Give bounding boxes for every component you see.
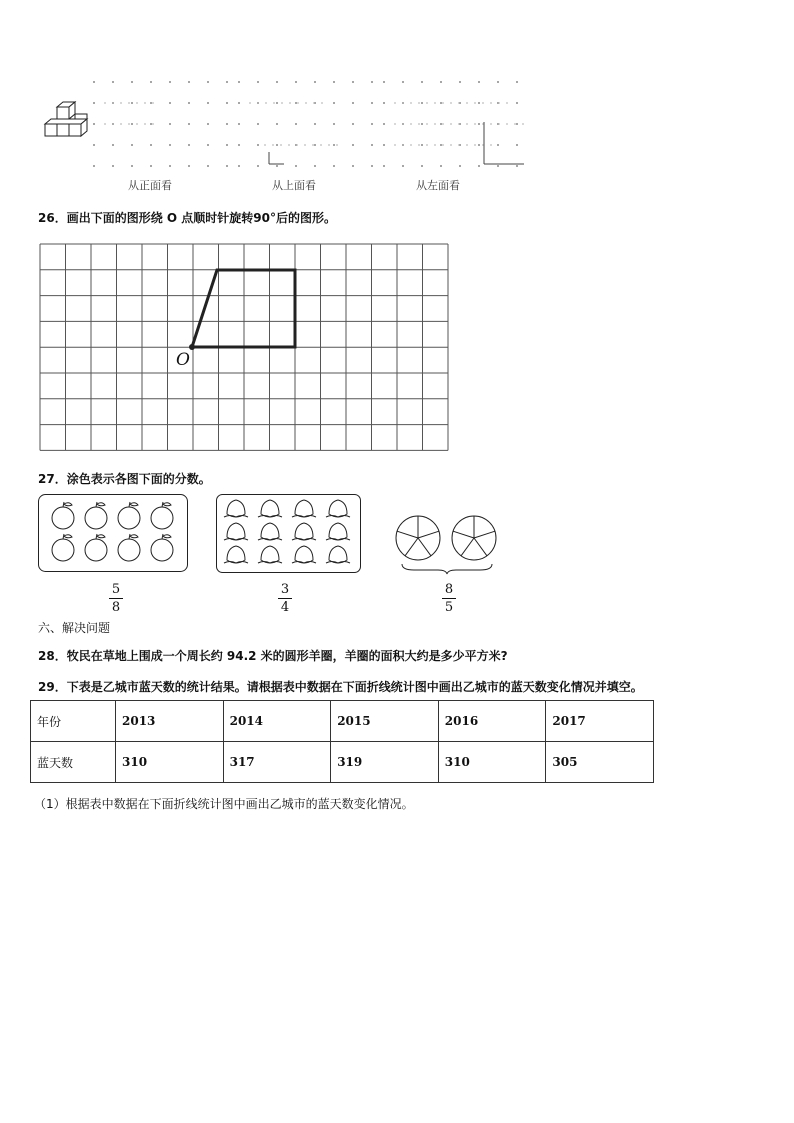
rotation-grid (40, 244, 450, 452)
table-cell: 2013 (116, 701, 224, 742)
q25-dotted-grid (94, 82, 530, 168)
table-cell: 年份 (31, 701, 116, 742)
circles-group (394, 512, 500, 574)
front-view-label: 从正面看 (128, 179, 172, 192)
cube-stack-figure (40, 100, 90, 145)
section-title: 六、解决问题 (38, 621, 111, 635)
table-row (31, 701, 654, 742)
q26-text: 26．画出下面的图形绕 O 点顺时针旋转90°后的图形。 (38, 211, 336, 225)
top-view-label: 从上面看 (272, 179, 316, 192)
brace (402, 564, 492, 574)
table-cell: 305 (546, 742, 654, 783)
fraction-8-5: 8 5 (434, 582, 464, 615)
table-row (31, 742, 654, 783)
peaches-box (216, 494, 361, 573)
table-cell: 310 (116, 742, 224, 783)
table-cell: 2014 (223, 701, 331, 742)
table-cell: 310 (438, 742, 546, 783)
table-cell: 317 (223, 742, 331, 783)
table-cell: 蓝天数 (31, 742, 116, 783)
q28-text: 28．牧民在草地上围成一个周长约 94.2 米的圆形羊圈，羊圈的面积大约是多少平方米? (38, 649, 508, 663)
pie-circle-icon (452, 516, 496, 560)
table-cell: 2016 (438, 701, 546, 742)
table-cell: 2017 (546, 701, 654, 742)
q29-sub1: （1）根据表中数据在下面折线统计图中画出乙城市的蓝天数变化情况。 (34, 797, 414, 811)
fraction-3-4: 3 4 (270, 582, 300, 615)
point-o-label: O (176, 350, 190, 370)
apples-box (38, 494, 188, 572)
table-cell: 2015 (331, 701, 439, 742)
q29-text: 29．下表是乙城市蓝天数的统计结果。请根据表中数据在下面折线统计图中画出乙城市的蓝天数变化情况并填空。 (38, 680, 643, 694)
blue-sky-table (30, 700, 654, 783)
fraction-5-8: 5 8 (101, 582, 131, 615)
q27-text: 27．涂色表示各图下面的分数。 (38, 472, 211, 486)
table-cell: 319 (331, 742, 439, 783)
left-view-label: 从左面看 (416, 179, 460, 192)
pie-circle-icon (396, 516, 440, 560)
